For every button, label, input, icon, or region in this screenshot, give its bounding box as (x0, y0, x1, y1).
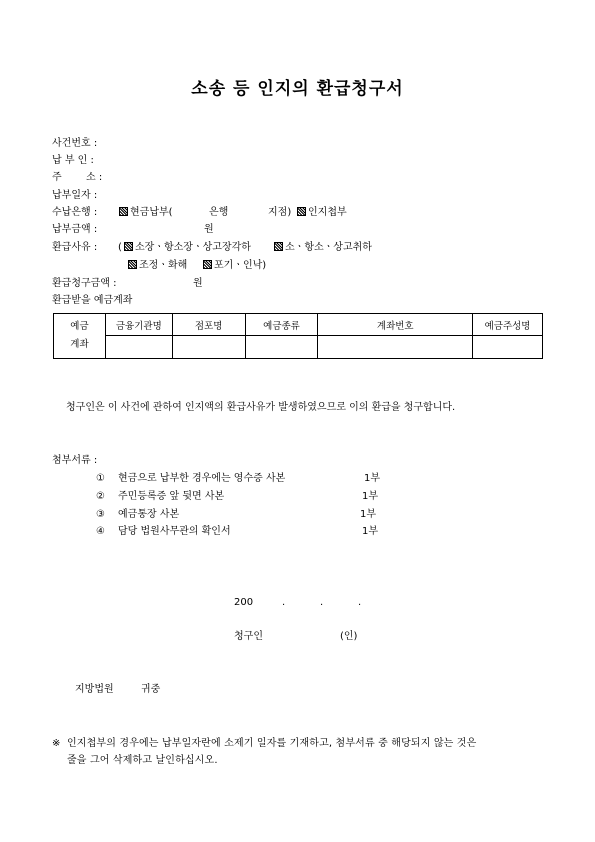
note-line-2: 줄을 그어 삭제하고 날인하십시오. (67, 755, 218, 766)
bank-name-suffix: 은행 (209, 207, 229, 218)
bank-label: 수납은행 : (52, 207, 98, 218)
attachment-item-text: 주민등록증 앞 뒷면 사본 (118, 491, 225, 502)
reason-label: 환급사유 : (52, 242, 98, 253)
branch-name-cell[interactable] (172, 336, 245, 359)
attachment-item: ① (96, 473, 105, 484)
bank-name-cell[interactable] (105, 336, 172, 359)
seal-mark: (인) (340, 631, 358, 642)
date-dot: . (320, 597, 324, 608)
account-type-cell[interactable] (245, 336, 318, 359)
attachment-item-qty: 1부 (362, 491, 379, 502)
attachment-item: ③ (96, 509, 105, 520)
account-heading: 환급받을 예금계좌 (52, 295, 133, 306)
date-dot: . (282, 597, 286, 608)
attachment-item-qty: 1부 (362, 526, 379, 537)
header-account-type: 예금종류 (245, 314, 318, 336)
attachment-item: ② (96, 491, 105, 502)
date-year: 200 (234, 597, 254, 608)
attachment-item-text: 담당 법원사무관의 확인서 (118, 526, 231, 537)
checkbox-icon (119, 207, 128, 216)
note-mark: ※ (52, 738, 61, 749)
bank-stamp-text: 인지첩부 (308, 207, 347, 218)
checkbox-icon (274, 242, 283, 251)
account-row-label: 예금 계좌 (54, 314, 106, 359)
header-branch-name: 점포명 (172, 314, 245, 336)
case-number-label: 사건번호 : (52, 138, 98, 149)
account-table (53, 313, 543, 359)
bank-cash-option[interactable] (119, 207, 173, 219)
document-title: 소송 등 인지의 환급청구서 (191, 79, 404, 99)
pay-amount-label: 납부금액 : (52, 224, 98, 235)
payer-label: 납 부 인 : (52, 155, 94, 166)
account-holder-cell[interactable] (473, 336, 543, 359)
attachment-item: ④ (96, 526, 105, 537)
claim-amount-label: 환급청구금액 : (52, 278, 117, 289)
pay-date-label: 납부일자 : (52, 190, 98, 201)
date-dot: . (358, 597, 362, 608)
bank-branch-suffix: 지점) (268, 207, 292, 218)
checkbox-icon (124, 242, 133, 251)
bank-stamp-option[interactable] (297, 207, 347, 219)
reason-option-3[interactable]: 조정ㆍ화해 (128, 260, 187, 272)
header-account-number: 계좌번호 (318, 314, 473, 336)
attachment-item-text: 예금통장 사본 (118, 509, 180, 520)
claim-amount-unit: 원 (193, 278, 203, 289)
reason-open: ( (118, 242, 122, 253)
claimant-label: 청구인 (234, 631, 263, 642)
court-name: 지방법원 (75, 684, 114, 695)
checkbox-icon (203, 260, 212, 269)
reason-option-2[interactable]: 소ㆍ항소ㆍ상고취하 (274, 242, 372, 254)
attachment-item-qty: 1부 (364, 473, 381, 484)
attachments-label: 첨부서류 : (52, 455, 98, 466)
attachment-item-text: 현금으로 납부한 경우에는 영수증 사본 (118, 473, 286, 484)
header-bank-name: 금융기관명 (105, 314, 172, 336)
address-label-a: 주 (52, 172, 62, 183)
reason-option-1[interactable]: 소장ㆍ항소장ㆍ상고장각하 (124, 242, 251, 254)
checkbox-icon (128, 260, 137, 269)
header-account-holder: 예금주성명 (473, 314, 543, 336)
declaration-text: 청구인은 이 사건에 관하여 인지액의 환급사유가 발생하였으므로 이의 환급을 청구합니다. (66, 402, 456, 413)
note-line-1: 인지첩부의 경우에는 납부일자란에 소제기 일자를 기재하고, 첨부서류 중 해당되지 않는 것은 (67, 738, 477, 749)
bank-cash-text: 현금납부( (130, 207, 173, 218)
pay-amount-unit: 원 (204, 224, 214, 235)
court-recipient: 귀중 (141, 684, 161, 695)
attachment-item-qty: 1부 (360, 509, 377, 520)
checkbox-icon (297, 207, 306, 216)
account-number-cell[interactable] (318, 336, 473, 359)
address-label-b: 소 : (86, 172, 103, 183)
reason-option-4[interactable]: 포기ㆍ인낙) (203, 260, 266, 272)
